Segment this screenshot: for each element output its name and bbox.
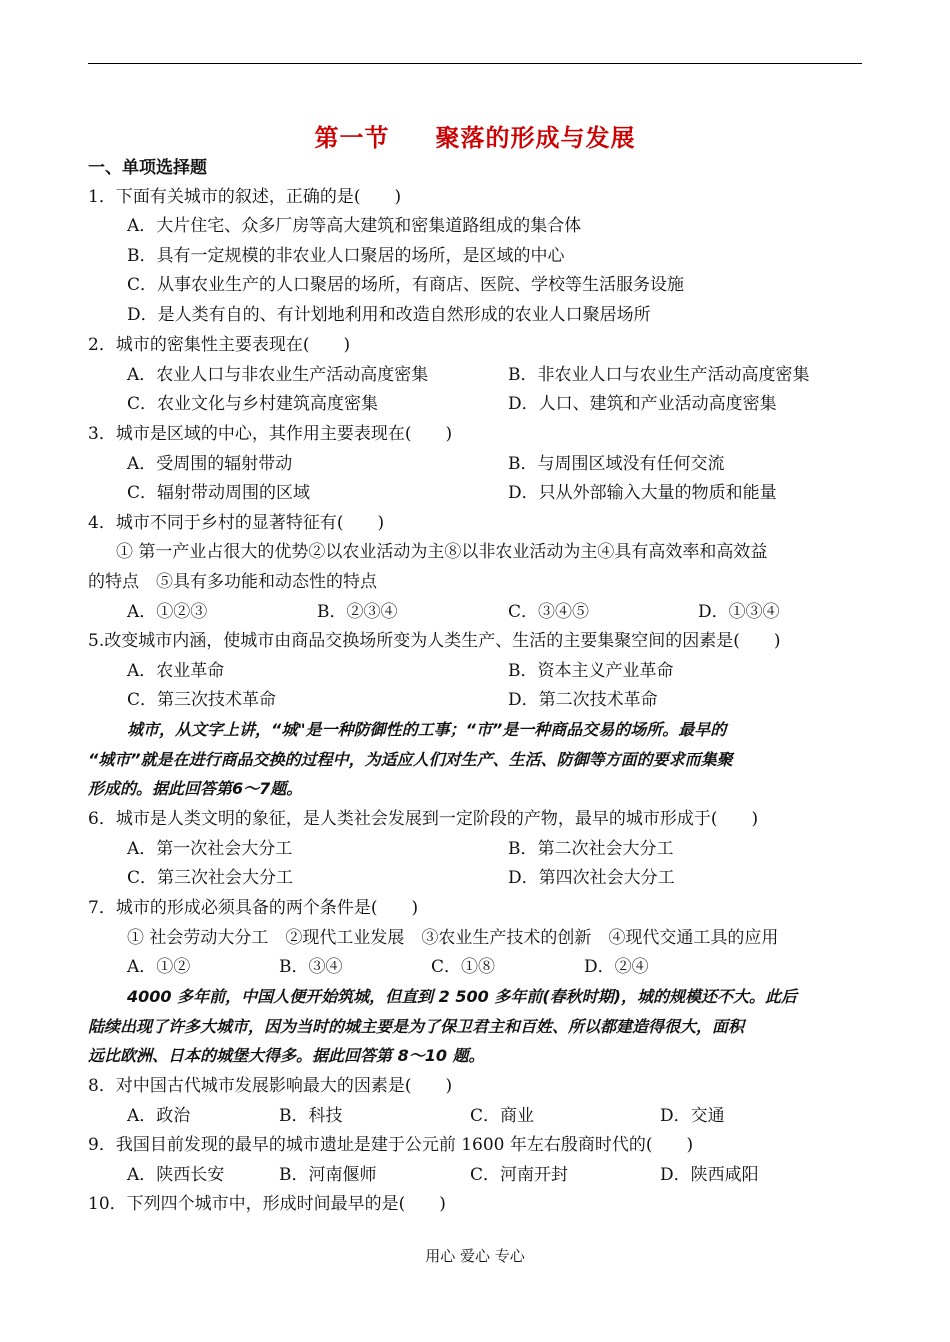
question-6-option-b: B．第二次社会大分工 (508, 839, 674, 859)
question-8-option-b: B．科技 (279, 1106, 343, 1126)
header-rule (88, 63, 862, 64)
passage-1-line-3: 形成的。据此回答第6～7题。 (88, 779, 303, 798)
question-8-stem: 8．对中国古代城市发展影响最大的因素是( ) (88, 1076, 453, 1096)
question-3-option-d: D．只从外部输入大量的物质和能量 (508, 483, 777, 503)
question-1-option-d: D．是人类有自的、有计划地利用和改造自然形成的农业人口聚居场所 (127, 305, 651, 325)
question-6-option-a: A．第一次社会大分工 (127, 839, 293, 859)
question-5-option-c: C．第三次技术革命 (127, 690, 277, 710)
question-8-option-a: A．政治 (127, 1106, 191, 1126)
passage-1-line-2: “城市”就是在进行商品交换的过程中，为适应人们对生产、生活、防御等方面的要求而集聚 (88, 750, 733, 769)
question-5-option-a: A．农业革命 (127, 661, 225, 681)
question-8-option-d: D．交通 (660, 1106, 725, 1126)
question-7-stem: 7．城市的形成必须具备的两个条件是( ) (88, 898, 419, 918)
title-section-number: 第一节 (314, 123, 390, 152)
question-9-option-a: A．陕西长安 (127, 1165, 225, 1185)
question-7-choices: ① 社会劳动大分工 ②现代工业发展 ③农业生产技术的创新 ④现代交通工具的应用 (127, 928, 779, 948)
question-10-stem: 10．下列四个城市中，形成时间最早的是( ) (88, 1194, 446, 1214)
question-1-stem: 1．下面有关城市的叙述，正确的是( ) (88, 187, 402, 207)
question-1-option-c: C．从事农业生产的人口聚居的场所，有商店、医院、学校等生活服务设施 (127, 275, 685, 295)
passage-2-line-1: 4000 多年前，中国人便开始筑城，但直到 2 500 多年前(春秋时期)，城的规模还不大。此后 (127, 987, 797, 1006)
question-8-option-c: C．商业 (470, 1106, 535, 1126)
question-3-option-c: C．辐射带动周围的区域 (127, 483, 311, 503)
question-4-option-d: D．①③④ (698, 602, 780, 622)
question-9-option-b: B．河南偃师 (279, 1165, 377, 1185)
question-6-option-c: C．第三次社会大分工 (127, 868, 294, 888)
question-9-stem: 9．我国目前发现的最早的城市遗址是建于公元前 1600 年左右殷商时代的( ) (88, 1135, 694, 1155)
question-6-option-d: D．第四次社会大分工 (508, 868, 675, 888)
question-4-option-a: A．①②③ (127, 602, 208, 622)
question-2-option-d: D．人口、建筑和产业活动高度密集 (508, 394, 777, 414)
question-6-stem: 6．城市是人类文明的象征，是人类社会发展到一定阶段的产物，最早的城市形成于( ) (88, 809, 759, 829)
question-5-option-d: D．第二次技术革命 (508, 690, 658, 710)
question-4-choices-line-1: ① 第一产业占很大的优势②以农业活动为主⑧以非农业活动为主④具有高效率和高效益 (116, 542, 768, 562)
question-9-option-d: D．陕西咸阳 (660, 1165, 759, 1185)
passage-1-line-1: 城市，从文字上讲，“城"是一种防御性的工事；“市”是一种商品交易的场所。最早的 (127, 720, 727, 739)
question-4-choices-line-2: 的特点 ⑤具有多功能和动态性的特点 (88, 572, 377, 592)
section-heading: 一、单项选择题 (88, 158, 207, 178)
question-2-option-a: A．农业人口与非农业生产活动高度密集 (127, 365, 429, 385)
question-3-option-a: A．受周围的辐射带动 (127, 454, 293, 474)
question-7-option-d: D．②④ (584, 957, 649, 977)
question-4-option-c: C．③④⑤ (508, 602, 590, 622)
page-title (0, 118, 950, 153)
question-4-option-b: B．②③④ (317, 602, 398, 622)
question-2-stem: 2．城市的密集性主要表现在( ) (88, 335, 351, 355)
question-4-stem: 4．城市不同于乡村的显著特征有( ) (88, 513, 385, 533)
question-7-option-c: C．①⑧ (431, 957, 496, 977)
question-3-option-b: B．与周围区域没有任何交流 (508, 454, 725, 474)
question-5-stem: 5.改变城市内涵，使城市由商品交换场所变为人类生产、生活的主要集聚空间的因素是( ) (88, 631, 781, 651)
question-9-option-c: C．河南开封 (470, 1165, 569, 1185)
question-2-option-b: B．非农业人口与农业生产活动高度密集 (508, 365, 810, 385)
question-5-option-b: B．资本主义产业革命 (508, 661, 674, 681)
passage-2-line-3: 远比欧洲、日本的城堡大得多。据此回答第 8～10 题。 (88, 1046, 485, 1065)
question-7-option-b: B．③④ (279, 957, 343, 977)
question-7-option-a: A．①② (127, 957, 191, 977)
question-2-option-c: C．农业文化与乡村建筑高度密集 (127, 394, 379, 414)
question-3-stem: 3．城市是区域的中心，其作用主要表现在( ) (88, 424, 453, 444)
title-topic: 聚落的形成与发展 (435, 123, 636, 152)
passage-2-line-2: 陆续出现了许多大城市，因为当时的城主要是为了保卫君主和百姓、所以都建造得很大，面积 (88, 1017, 745, 1036)
page-footer: 用心 爱心 专心 (425, 1247, 525, 1265)
question-1-option-b: B．具有一定规模的非农业人口聚居的场所，是区域的中心 (127, 246, 565, 266)
question-1-option-a: A．大片住宅、众多厂房等高大建筑和密集道路组成的集合体 (127, 216, 582, 236)
